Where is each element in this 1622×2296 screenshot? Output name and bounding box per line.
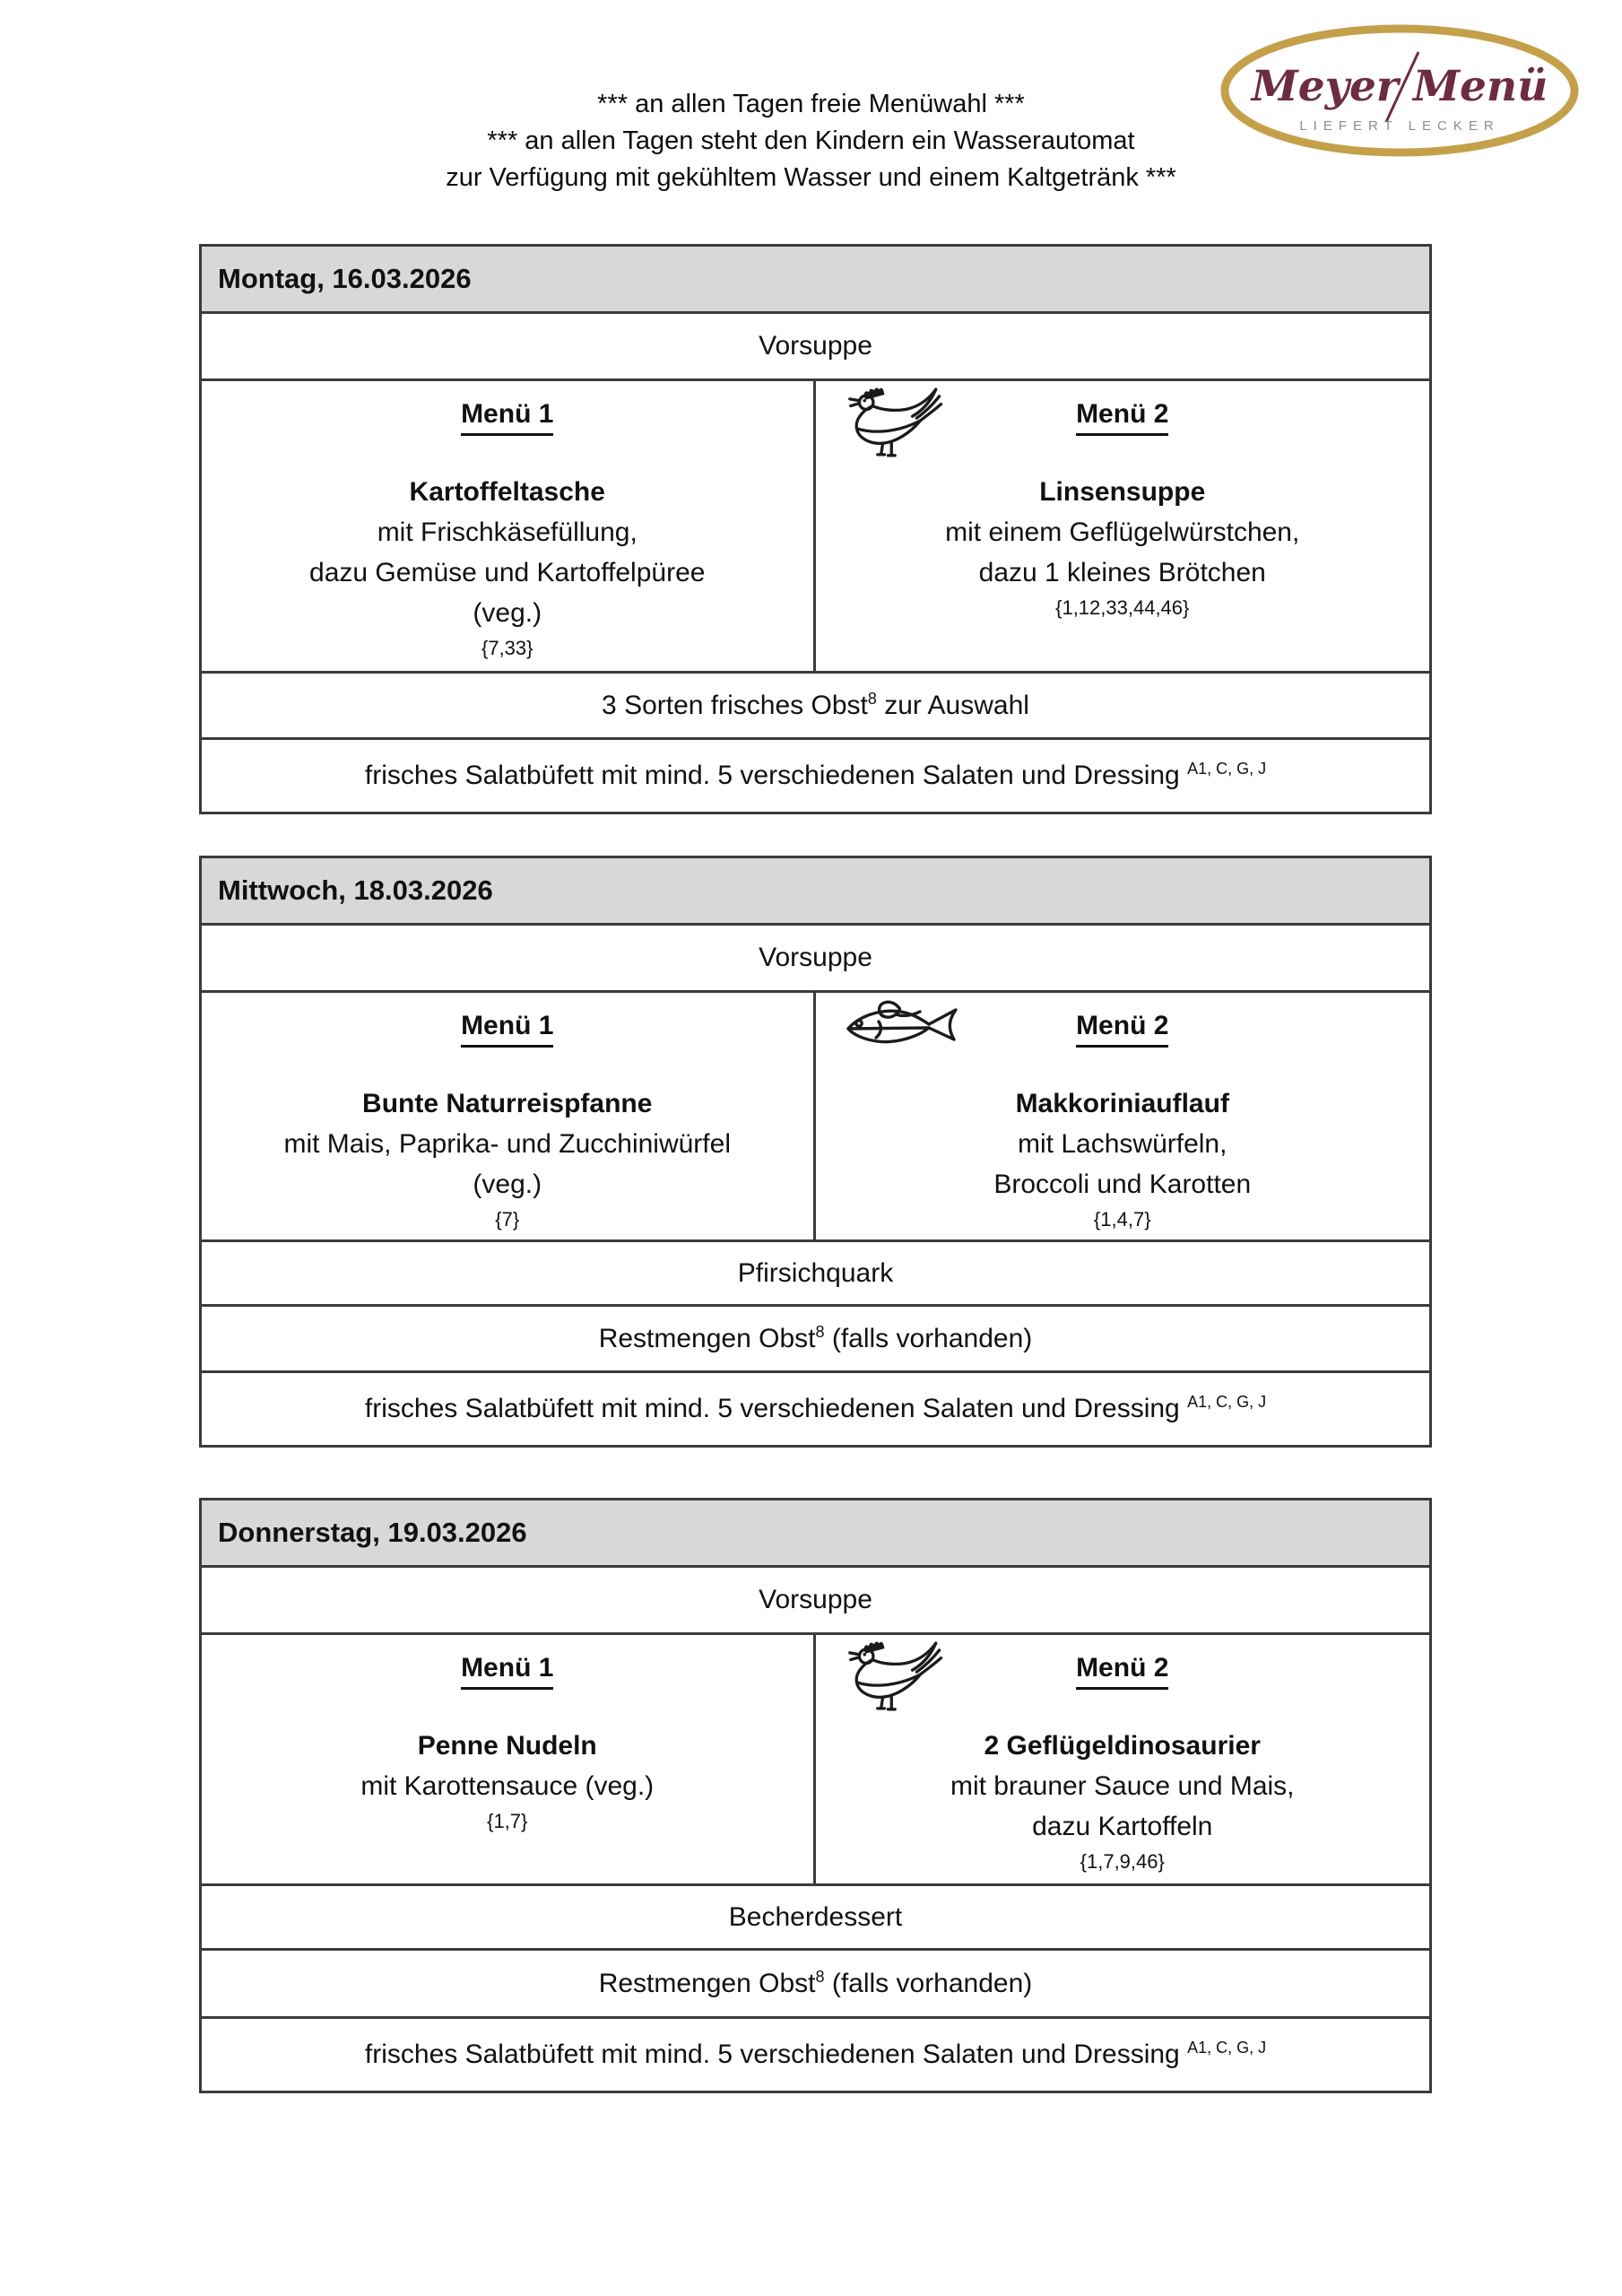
dish-line: mit Karottensauce (veg.) — [360, 1771, 655, 1801]
dish-line: (veg.) — [473, 598, 542, 628]
menu2-label: Menü 2 — [825, 1653, 1421, 1690]
menus-row — [202, 993, 1429, 1242]
allergen-codes: {1,12,33,44,46} — [1055, 596, 1190, 619]
note-line-3: zur Verfügung mit gekühltem Wasser und einem Kaltgetränk *** — [446, 163, 1176, 192]
menu1-dish — [211, 1083, 804, 1235]
row-text: frisches Salatbüfett mit mind. 5 verschiedenen Salaten und Dressing $^{A1, C, G, J}$ — [364, 1393, 1267, 1423]
day-section-mittwoch — [199, 856, 1432, 1448]
dish-line: mit Frischkäsefüllung, — [377, 517, 638, 547]
allergen-codes: {1,7} — [487, 1810, 528, 1832]
day-title: Mittwoch, 18.03.2026 — [218, 874, 493, 906]
menu2-cell — [816, 993, 1430, 1239]
dish-title: Linsensuppe — [1039, 477, 1206, 507]
meyer-menue-logo — [1218, 22, 1582, 160]
menu1-cell — [202, 381, 816, 671]
logo-brand-text: Meyer Menü — [1251, 62, 1548, 111]
dish-line: mit brauner Sauce und Mais, — [950, 1771, 1295, 1801]
allergen-sup: 8 — [815, 1967, 825, 1986]
menu2-dish — [825, 1083, 1421, 1235]
menu1-label: Menü 1 — [211, 1011, 804, 1048]
dish-line: mit Lachswürfeln, — [1018, 1129, 1227, 1159]
dish-line: dazu Gemüse und Kartoffelpüree — [309, 558, 706, 587]
menu2-label: Menü 2 — [825, 399, 1421, 436]
dish-line: Broccoli und Karotten — [993, 1170, 1252, 1199]
day-header — [202, 247, 1429, 314]
salad-row — [202, 740, 1429, 812]
fish-icon — [843, 998, 968, 1054]
menu1-dish — [211, 1726, 804, 1837]
menus-row — [202, 381, 1429, 674]
row-text: frisches Salatbüfett mit mind. 5 verschiedenen Salaten und Dressing $^{A1, C, G, J}$ — [364, 2039, 1267, 2069]
allergen-codes: {1,7,9,46} — [1080, 1850, 1165, 1873]
allergen-sup: A1, C, G, J — [1187, 760, 1267, 778]
dessert-row — [202, 1242, 1429, 1307]
dish-line: (veg.) — [473, 1170, 542, 1199]
fruit-row — [202, 674, 1429, 740]
menu1-label: Menü 1 — [211, 1653, 804, 1690]
row-text: 3 Sorten frisches Obst$^8$ zur Auswahl — [602, 689, 1029, 720]
dish-title: Kartoffeltasche — [409, 477, 605, 507]
dish-line: dazu Kartoffeln — [1032, 1812, 1213, 1841]
logo-tagline-text: LIEFERT LECKER — [1299, 118, 1500, 134]
dish-title: Bunte Naturreispfanne — [362, 1089, 653, 1118]
chicken-icon — [843, 1640, 956, 1712]
day-title: Montag, 16.03.2026 — [218, 263, 472, 294]
allergen-codes: {7} — [495, 1208, 520, 1231]
dessert-row — [202, 1886, 1429, 1951]
menu2-label: Menü 2 — [825, 1011, 1421, 1048]
vorsuppe-label: Vorsuppe — [759, 1585, 872, 1614]
note-line-1: *** an allen Tagen freie Menüwahl *** — [597, 90, 1025, 118]
row-text: Restmengen Obst$^8$ (falls vorhanden) — [598, 1967, 1033, 1998]
dish-title: Penne Nudeln — [417, 1731, 597, 1761]
dish-title: 2 Geflügeldinosaurier — [984, 1731, 1261, 1761]
menu2-dish — [825, 1726, 1421, 1877]
vorsuppe-label: Vorsuppe — [759, 331, 872, 361]
menu1-dish — [211, 472, 804, 664]
allergen-sup: 8 — [815, 1322, 825, 1341]
menu1-label: Menü 1 — [211, 399, 804, 436]
day-section-montag — [199, 244, 1432, 814]
day-header — [202, 858, 1429, 926]
fruit-row — [202, 1951, 1429, 2019]
salad-row — [202, 2019, 1429, 2091]
day-title: Donnerstag, 19.03.2026 — [218, 1517, 527, 1548]
note-line-2: *** an allen Tagen steht den Kindern ein Wasserautomat — [487, 126, 1135, 155]
menu2-dish — [825, 472, 1421, 623]
menu2-cell — [816, 381, 1430, 671]
allergen-sup: A1, C, G, J — [1187, 2039, 1267, 2057]
menu1-cell — [202, 993, 816, 1239]
allergen-codes: {7,33} — [481, 637, 533, 659]
vorsuppe-row — [202, 926, 1429, 993]
dish-line: dazu 1 kleines Brötchen — [978, 558, 1266, 587]
allergen-sup: A1, C, G, J — [1187, 1393, 1267, 1411]
day-header — [202, 1500, 1429, 1568]
row-text: Becherdessert — [728, 1901, 903, 1932]
dish-title: Makkoriniauflauf — [1015, 1089, 1229, 1118]
day-section-donnerstag — [199, 1498, 1432, 2093]
vorsuppe-row — [202, 314, 1429, 381]
fruit-row — [202, 1307, 1429, 1373]
menus-row — [202, 1635, 1429, 1886]
salad-row — [202, 1373, 1429, 1445]
allergen-codes: {1,4,7} — [1093, 1208, 1151, 1231]
row-text: frisches Salatbüfett mit mind. 5 verschiedenen Salaten und Dressing $^{A1, C, G, J}$ — [364, 760, 1267, 790]
allergen-sup: 8 — [867, 689, 877, 708]
menu1-cell — [202, 1635, 816, 1883]
menu2-cell — [816, 1635, 1430, 1883]
row-text: Restmengen Obst$^8$ (falls vorhanden) — [598, 1322, 1033, 1353]
chicken-icon — [843, 387, 956, 458]
dish-line: mit einem Geflügelwürstchen, — [945, 517, 1300, 547]
vorsuppe-label: Vorsuppe — [759, 943, 872, 972]
dish-line: mit Mais, Paprika- und Zucchiniwürfel — [283, 1129, 731, 1159]
row-text: Pfirsichquark — [737, 1257, 894, 1288]
vorsuppe-row — [202, 1568, 1429, 1635]
